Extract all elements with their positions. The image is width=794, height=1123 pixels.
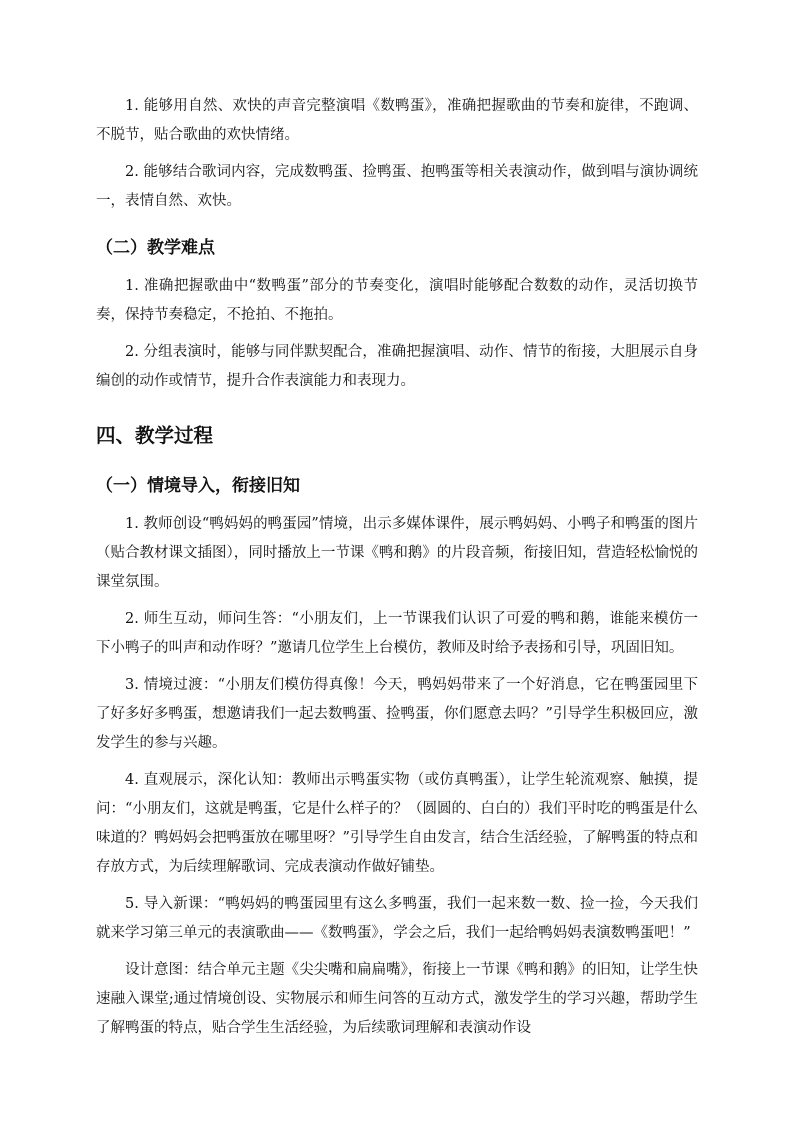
intro-item-2: 2. 师生互动，师问生答：“小朋友们，上一节课我们认识了可爱的鸭和鹅，谁能来模仿一下小鸭子的叫声和动作呀？”邀请几位学生上台模仿，教师及时给予表扬和引导，巩固旧知。 xyxy=(96,611,698,656)
intro-heading: （一）情境导入，衔接旧知 xyxy=(96,476,300,496)
intro-item-5: 5. 导入新课：“鸭妈妈的鸭蛋园里有这么多鸭蛋，我们一起来数一数、捡一捡，今天我们就来学习第三单元的表演歌曲——《数鸭蛋》，学会之后，我们一起给鸭妈妈表演数鸭蛋吧！” xyxy=(96,896,698,941)
difficulty-item-2: 2. 分组表演时，能够与同伴默契配合，准确把握演唱、动作、情节的衔接，大胆展示自身编创的动作或情节，提升合作表演能力和表现力。 xyxy=(96,344,698,389)
design-intent-paragraph: 设计意图：结合单元主题《尖尖嘴和扁扁嘴》，衔接上一节课《鸭和鹅》的旧知，让学生快速融入课堂;通过情境创设、实物展示和师生问答的互动方式，激发学生的学习兴趣，帮助学生了解鸭蛋的特点，贴合学生生活经验，为后续歌词理解和表演动作设 xyxy=(96,962,698,1036)
difficulty-heading: （二）教学难点 xyxy=(96,238,215,258)
document-body xyxy=(96,92,698,1051)
goal-item-2: 2. 能够结合歌词内容，完成数鸭蛋、捡鸭蛋、抱鸭蛋等相关表演动作，做到唱与演协调统一，表情自然、欢快。 xyxy=(96,164,698,209)
difficulty-item-1: 1. 准确把握歌曲中“数鸭蛋”部分的节奏变化，演唱时能够配合数数的动作，灵活切换节奏，保持节奏稳定，不抢拍、不拖拍。 xyxy=(96,278,698,323)
intro-item-4: 4. 直观展示，深化认知：教师出示鸭蛋实物（或仿真鸭蛋），让学生轮流观察、触摸，提问：“小朋友们，这就是鸭蛋，它是什么样子的？（圆圆的、白白的）我们平时吃的鸭蛋是什么味道的？鸭妈妈会把鸭蛋放在哪里呀？”引导学生自由发言，结合生活经验，了解鸭蛋的特点和存放方式，为后续理解歌词、完成表演动作做好铺垫。 xyxy=(96,772,698,875)
goal-item-1: 1. 能够用自然、欢快的声音完整演唱《数鸭蛋》，准确把握歌曲的节奏和旋律，不跑调、不脱节，贴合歌曲的欢快情绪。 xyxy=(96,98,698,143)
section-title: 四、教学过程 xyxy=(96,424,214,447)
intro-item-1: 1. 教师创设“鸭妈妈的鸭蛋园”情境，出示多媒体课件，展示鸭妈妈、小鸭子和鸭蛋的图片（贴合教材课文插图），同时播放上一节课《鸭和鹅》的片段音频，衔接旧知，营造轻松愉悦的课堂氛围。 xyxy=(96,516,698,590)
intro-item-3: 3. 情境过渡：“小朋友们模仿得真像！今天，鸭妈妈带来了一个好消息，它在鸭蛋园里下了好多好多鸭蛋，想邀请我们一起去数鸭蛋、捡鸭蛋，你们愿意去吗？”引导学生积极回应，激发学生的参与兴趣。 xyxy=(96,677,698,751)
